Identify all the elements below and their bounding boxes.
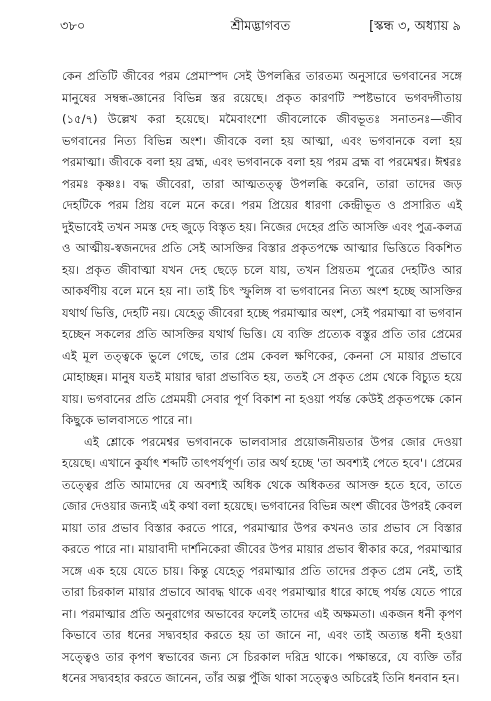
paragraph: কেন প্রতিটি জীবের পরম প্রেমাস্পদ সেই উপলব্ধির তারতম্য অনুসারে ভগবানের সঙ্গে মানুষের সম্বন্ধ-জ্ঞানের বিভিন্ন স্তর রয়েছে। প্রকৃত কারণটি স্পষ্টভাবে ভগবদ্গীতায় (১৫/৭) উল্লেখ করা হয়েছে। মমৈবাংশো জীবলোকে জীবভূতঃ সনাতনঃ—জীব ভগবানের নিত্য বিভিন্ন অংশ। জীবকে বলা হয় আত্মা, এবং ভগবানকে বলা হয় পরমাত্মা। জীবকে বলা হয় ব্রহ্ম, এবং ভগবানকে বলা হয় পরম ব্রহ্ম বা পরমেশ্বর। ঈশ্বরঃ পরমঃ কৃষ্ণঃ। বদ্ধ জীবেরা, তারা আত্মতত্ত্ব উপলব্ধি করেনি, তারা তাদের জড় দেহটিকে পরম প্রিয় বলে মনে করে। পরম প্রিয়ের ধারণা কেন্দ্রীভূত ও প্রসারিত এই দুইভাবেই তখন সমস্ত দেহ জুড়ে বিস্তৃত হয়। নিজের দেহের প্রতি আসক্তি এবং পুত্র-কলত্র ও আত্মীয়-স্বজনদের প্রতি সেই আসক্তির বিস্তার প্রকৃতপক্ষে আত্মার ভিত্তিতে বিকশিত হয়। প্রকৃত জীবাত্মা যখন দেহ ছেড়ে চলে যায়, তখন প্রিয়তম পুত্রের দেহটিও আর আকর্ষণীয় বলে মনে হয় না। তাই চিৎ স্ফুলিঙ্গ বা ভগবানের নিত্য অংশ হচ্ছে আসক্তির যথার্থ ভিত্তি, দেহটি নয়। যেহেতু জীবেরা হচ্ছে পরমাত্মার অংশ, সেই পরমাত্মা বা ভগবান হচ্ছেন সকলের প্রতি আসক্তির যথার্থ ভিত্তি। যে ব্যক্তি প্রত্যেক বস্তুর প্রতি তার প্রেমের এই মূল তত্ত্বকে ভুলে গেছে, তার প্রেম কেবল ক্ষণিকের, কেননা সে মায়ার প্রভাবে মোহাচ্ছন্ন। মানুষ যতই মায়ার দ্বারা প্রভাবিত হয়, ততই সে প্রকৃত প্রেম থেকে বিচ্যুত হয়ে যায়। ভগবানের প্রতি প্রেমময়ী সেবার পূর্ণ বিকাশ না হওয়া পর্যন্ত কেউই প্রকৃতপক্ষে কোন কিছুকে ভালবাসতে পারে না। (62, 69, 462, 427)
body-text (62, 66, 462, 690)
paragraph: এই শ্লোকে পরমেশ্বর ভগবানকে ভালবাসার প্রয়োজনীয়তার উপর জোর দেওয়া হয়েছে। এখানে কুর্যাৎ শব্দটি তাৎপর্যপূর্ণ। তার অর্থ হচ্ছে 'তা অবশ্যই পেতে হবে'। প্রেমের তত্ত্বের প্রতি আমাদের যে অবশ্যই অধিক থেকে অধিকতর আসক্ত হতে হবে, তাতে জোর দেওয়ার জন্যই এই কথা বলা হয়েছে। ভগবানের বিভিন্ন অংশ জীবের উপরই কেবল মায়া তার প্রভাব বিস্তার করতে পারে, পরমাত্মার উপর কখনও তার প্রভাব সে বিস্তার করতে পারে না। মায়াবাদী দার্শনিকেরা জীবের উপর মায়ার প্রভাব স্বীকার করে, পরমাত্মার সঙ্গে এক হয়ে যেতে চায়। কিন্তু যেহেতু পরমাত্মার প্রতি তাদের প্রকৃত প্রেম নেই, তাই তারা চিরকাল মায়ার প্রভাবে আবদ্ধ থাকে এবং পরমাত্মার ধারে কাছে পর্যন্ত যেতে পারে না। পরমাত্মার প্রতি অনুরাগের অভাবের ফলেই তাদের এই অক্ষমতা। একজন ধনী কৃপণ কিভাবে তার ধনের সদ্ব্যবহার করতে হয় তা জানে না, এবং তাই অত্যন্ত ধনী হওয়া সত্ত্বেও তার কৃপণ স্বভাবের জন্য সে চিরকাল দরিদ্র থাকে। পক্ষান্তরে, যে ব্যক্তি তাঁর ধনের সদ্ব্যবহার করতে জানেন, তাঁর অল্প পুঁজি থাকা সত্ত্বেও অচিরেই তিনি ধনবান হন। (62, 434, 462, 685)
page-header (60, 16, 461, 38)
section-reference: [স্কন্ধ ৩, অধ্যায় ৯ (369, 19, 461, 34)
running-title: শ্রীমদ্ভাগবত (230, 19, 291, 34)
page-number: ৩৮০ (60, 19, 86, 34)
